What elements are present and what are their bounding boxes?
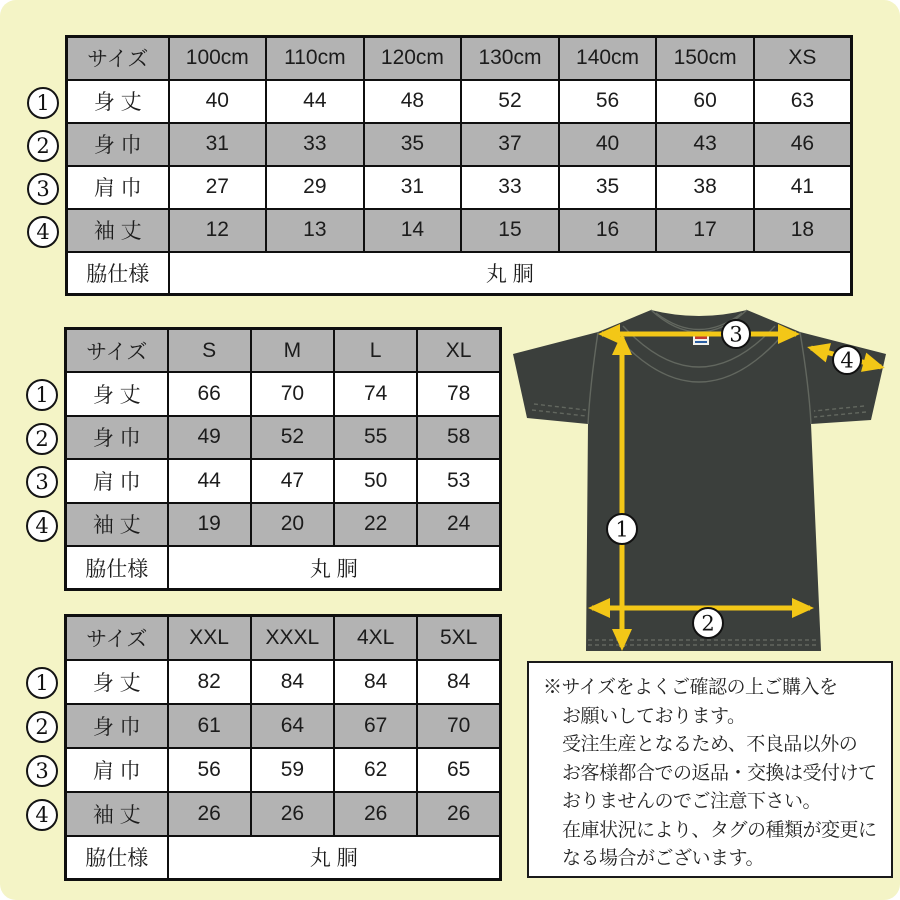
size-value-cell: 33 — [461, 166, 559, 209]
footer-value: 丸 胴 — [169, 252, 852, 295]
row-number-badge: 4 — [26, 510, 58, 542]
row-label: 袖 丈 — [67, 209, 169, 252]
size-value-cell: 47 — [251, 459, 334, 503]
row-number-badge: 2 — [27, 130, 59, 162]
size-value-cell: 12 — [169, 209, 267, 252]
column-header: 120cm — [364, 37, 462, 80]
size-value-cell: 26 — [251, 792, 334, 836]
size-value-cell: 70 — [251, 372, 334, 416]
size-value-cell: 56 — [168, 748, 251, 792]
size-table-s-xl — [35, 327, 502, 591]
column-header: XXL — [168, 616, 251, 660]
footer-label: 脇仕様 — [67, 252, 169, 295]
column-header: 150cm — [656, 37, 754, 80]
row-label: 肩 巾 — [67, 166, 169, 209]
measure-point-3: 3 — [729, 322, 743, 347]
size-value-cell: 78 — [417, 372, 500, 416]
notice-box — [527, 661, 893, 878]
size-value-cell: 70 — [417, 704, 500, 748]
size-value-cell: 35 — [364, 123, 462, 166]
size-value-cell: 59 — [251, 748, 334, 792]
row-label: 袖 丈 — [66, 792, 168, 836]
size-value-cell: 61 — [168, 704, 251, 748]
size-value-cell: 26 — [417, 792, 500, 836]
notice-line: 在庫状況により、タグの種類が変更に — [562, 819, 877, 841]
tshirt-diagram — [505, 296, 897, 658]
notice-line: お願いしております。 — [562, 705, 746, 727]
size-value-cell: 84 — [251, 660, 334, 704]
size-value-cell: 26 — [334, 792, 417, 836]
size-value-cell: 67 — [334, 704, 417, 748]
size-value-cell: 33 — [266, 123, 364, 166]
size-value-cell: 44 — [266, 80, 364, 123]
size-value-cell: 65 — [417, 748, 500, 792]
size-value-cell: 31 — [169, 123, 267, 166]
row-label: 身 巾 — [66, 416, 168, 460]
size-value-cell: 40 — [169, 80, 267, 123]
size-value-cell: 22 — [334, 503, 417, 547]
column-header: 110cm — [266, 37, 364, 80]
notice-line: ※サイズをよくご確認の上ご購入を — [543, 677, 838, 698]
column-header: XXXL — [251, 616, 334, 660]
size-value-cell: 14 — [364, 209, 462, 252]
size-value-cell: 35 — [559, 166, 657, 209]
size-value-cell: 55 — [334, 416, 417, 460]
size-value-cell: 13 — [266, 209, 364, 252]
size-value-cell: 50 — [334, 459, 417, 503]
size-value-cell: 38 — [656, 166, 754, 209]
size-value-cell: 18 — [754, 209, 852, 252]
row-number-badge: 4 — [27, 216, 59, 248]
size-value-cell: 66 — [168, 372, 251, 416]
column-header: 4XL — [334, 616, 417, 660]
size-value-cell: 52 — [251, 416, 334, 460]
size-value-cell: 64 — [251, 704, 334, 748]
size-table-xxl-5xl — [35, 614, 502, 881]
size-value-cell: 63 — [754, 80, 852, 123]
column-header: 130cm — [461, 37, 559, 80]
row-label: 肩 巾 — [66, 459, 168, 503]
row-label: 身 巾 — [67, 123, 169, 166]
row-number-badge: 2 — [26, 423, 58, 455]
column-header: 140cm — [559, 37, 657, 80]
size-value-cell: 27 — [169, 166, 267, 209]
size-value-cell: 60 — [656, 80, 754, 123]
column-header: XS — [754, 37, 852, 80]
size-value-cell: 15 — [461, 209, 559, 252]
size-value-cell: 46 — [754, 123, 852, 166]
size-value-cell: 84 — [417, 660, 500, 704]
footer-value: 丸 胴 — [168, 836, 501, 880]
notice-line: おりませんのでご注意下さい。 — [562, 791, 822, 812]
size-value-cell: 82 — [168, 660, 251, 704]
size-value-cell: 17 — [656, 209, 754, 252]
size-value-cell: 58 — [417, 416, 500, 460]
size-header-label: サイズ — [67, 37, 169, 80]
size-value-cell: 24 — [417, 503, 500, 547]
size-table-grid — [65, 35, 853, 296]
size-value-cell: 62 — [334, 748, 417, 792]
notice-line: お客様都合での返品・交換は受付けて — [562, 762, 877, 784]
size-value-cell: 48 — [364, 80, 462, 123]
measure-point-1: 1 — [615, 517, 629, 542]
column-header: M — [251, 329, 334, 373]
size-header-label: サイズ — [66, 616, 168, 660]
size-value-cell: 29 — [266, 166, 364, 209]
size-table-grid — [64, 327, 502, 591]
size-value-cell: 84 — [334, 660, 417, 704]
measure-point-4: 4 — [840, 348, 854, 373]
row-number-badge: 3 — [26, 755, 58, 787]
row-label: 袖 丈 — [66, 503, 168, 547]
size-value-cell: 56 — [559, 80, 657, 123]
column-header: 100cm — [169, 37, 267, 80]
row-label: 身 丈 — [66, 660, 168, 704]
measure-point-2: 2 — [701, 611, 715, 636]
row-number-badge: 1 — [26, 379, 58, 411]
size-value-cell: 40 — [559, 123, 657, 166]
size-table-grid — [64, 614, 502, 881]
footer-label: 脇仕様 — [66, 546, 168, 590]
row-label: 肩 巾 — [66, 748, 168, 792]
row-label: 身 巾 — [66, 704, 168, 748]
row-label: 身 丈 — [66, 372, 168, 416]
size-value-cell: 49 — [168, 416, 251, 460]
notice-line: なる場合がございます。 — [562, 848, 764, 869]
size-value-cell: 19 — [168, 503, 251, 547]
row-number-badge: 2 — [26, 711, 58, 743]
size-value-cell: 53 — [417, 459, 500, 503]
column-header: L — [334, 329, 417, 373]
size-value-cell: 26 — [168, 792, 251, 836]
size-value-cell: 44 — [168, 459, 251, 503]
notice-line: 受注生産となるため、不良品以外の — [562, 734, 858, 755]
row-number-badge: 3 — [26, 466, 58, 498]
size-value-cell: 37 — [461, 123, 559, 166]
size-value-cell: 41 — [754, 166, 852, 209]
tshirt-body — [513, 310, 886, 651]
column-header: 5XL — [417, 616, 500, 660]
row-number-badge: 4 — [26, 799, 58, 831]
tshirt-svg — [505, 296, 897, 658]
size-value-cell: 31 — [364, 166, 462, 209]
size-value-cell: 16 — [559, 209, 657, 252]
row-number-badge: 1 — [26, 667, 58, 699]
row-number-badge: 1 — [27, 87, 59, 119]
size-value-cell: 20 — [251, 503, 334, 547]
size-value-cell: 43 — [656, 123, 754, 166]
size-table-kids — [36, 35, 853, 296]
footer-value: 丸 胴 — [168, 546, 501, 590]
size-header-label: サイズ — [66, 329, 168, 373]
size-value-cell: 52 — [461, 80, 559, 123]
row-number-badge: 3 — [27, 173, 59, 205]
column-header: XL — [417, 329, 500, 373]
footer-label: 脇仕様 — [66, 836, 168, 880]
size-value-cell: 74 — [334, 372, 417, 416]
column-header: S — [168, 329, 251, 373]
row-label: 身 丈 — [67, 80, 169, 123]
